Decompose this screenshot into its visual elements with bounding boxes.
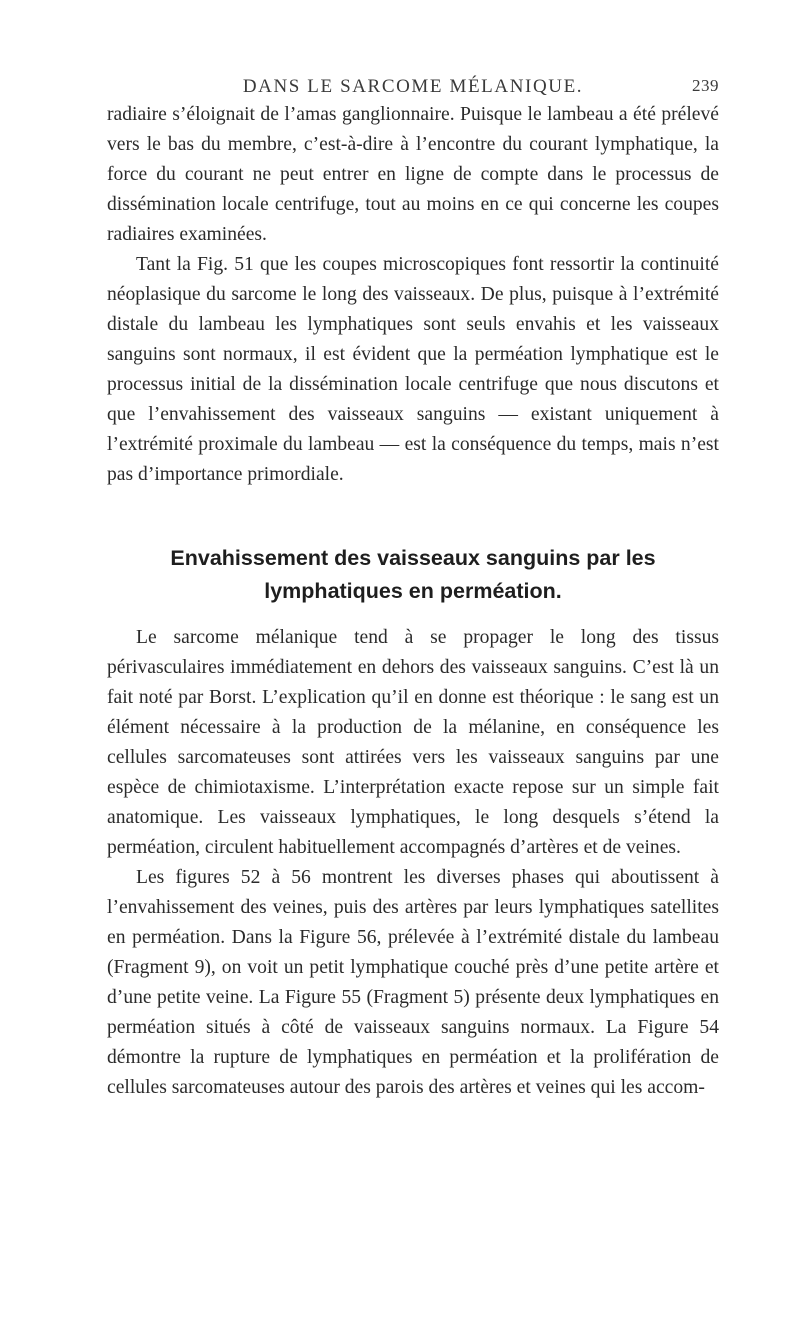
paragraph-figures-52-56: Les figures 52 à 56 montrent les diverses phases qui aboutissent à l’envahissement des veines, puis des artères par leurs lymphatiques satellites en perméation. Dans la Figure 56, prélevée à l’extrémité distale du lambeau (Fragment 9), on voit un petit lymphatique couché près d’une petite artère et d’une petite veine. La Figure 55 (Fragment 5) présente deux lymphatiques en perméation situés à côté de vaisseaux sanguins normaux. La Figure 54 démontre la rupture de lymphatiques en perméation et la prolifération de cellules sarcomateuses autour des parois des artères et veines qui les accom- (107, 867, 719, 1098)
book-page (107, 60, 719, 1103)
paragraph-borst: Le sarcome mélanique tend à se propager le long des tissus périvasculaires immédiatement en dehors des vaisseaux sanguins. C’est là un fait noté par Borst. L’explication qu’il en donne est théorique : le sang est un élément nécessaire à la production de la mélanine, en conséquence les cellules sarcomateuses sont attirées vers les vaisseaux sanguins par une espèce de chimiotaxisme. L’interprétation exacte repose sur un simple fait anatomique. Les vaisseaux lymphatiques, le long desquels s’étend la perméation, circulent habituellement accompagnés d’artères et de veines. (107, 627, 719, 858)
running-title: DANS LE SARCOME MÉLANIQUE. (242, 76, 584, 97)
paragraph-continuation: radiaire s’éloignait de l’amas ganglionnaire. Puisque le lambeau a été prélevé vers le bas du membre, c’est-à-dire à l’encontre du courant lymphatique, la force du courant ne peut entrer en ligne de compte dans le processus de dissémination locale centrifuge, tout au moins en ce qui concerne les coupes radiaires examinées. (107, 104, 719, 245)
page-number: 239 (692, 76, 719, 95)
running-header (107, 60, 719, 100)
paragraph-fig-51: Tant la Fig. 51 que les coupes microscopiques font ressortir la continuité néoplasique du sarcome le long des vaisseaux. De plus, puisque à l’extrémité distale du lambeau les lymphatiques sont seuls envahis et les vaisseaux sanguins sont normaux, il est évident que la perméation lymphatique est le processus initial de la dissémination locale centrifuge que nous discutons et que l’envahissement des vaisseaux sanguins — existant uniquement à l’extrémité proximale du lambeau — est la conséquence du temps, mais n’est pas d’importance primordiale. (107, 254, 719, 485)
section-heading: Envahissement des vaisseaux sanguins par les lymphatiques en perméation. (170, 546, 656, 603)
